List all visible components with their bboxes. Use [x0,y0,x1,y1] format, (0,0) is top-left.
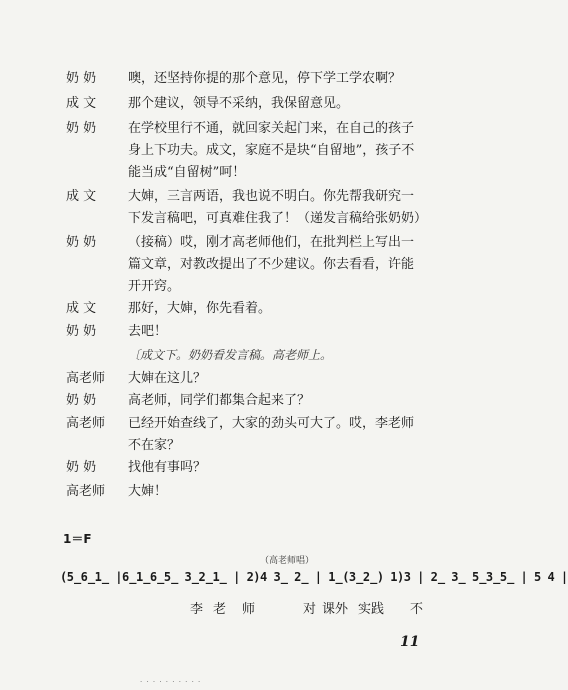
lyric-syllable: 老 [213,602,227,617]
dialogue-line [0,254,496,276]
dialogue-line [0,140,496,162]
dialogue-text: 不在家？ [128,438,181,453]
dialogue-line [0,481,496,503]
speaker-name [66,344,128,366]
speaker-name: 奶 奶 [66,235,97,250]
dialogue-line [0,321,496,343]
music-score [60,553,568,623]
lyric-syllable: 师 [242,602,256,617]
singer-note: （高老师唱） [260,556,315,566]
dialogue-line [0,413,496,435]
dialogue-line [0,68,496,90]
dialogue-line [0,457,496,479]
dialogue-text: 在学校里行不通，就回家关起门来，在自己的孩子 [128,121,415,136]
dialogue-text: 大婶，三言两语，我也说不明白。你先帮我研究一 [128,189,415,204]
speaker-name: 成 文 [66,301,97,316]
lyric-syllable: 对 [303,602,317,617]
speaker-name: 奶 奶 [66,324,97,339]
dialogue-text: 去吧！ [128,324,168,339]
dialogue-text: 噢，还坚持你提的那个意见，停下学工学农啊？ [128,71,402,86]
dialogue-line [0,186,496,208]
dialogue-line [0,232,496,254]
music-key: 1＝F [63,532,92,546]
dialogue-text: 大婶！ [128,484,168,499]
speaker-name: 高老师 [66,416,106,431]
page-number: 11 [400,634,420,650]
dialogue-line [0,93,496,115]
dialogue-line [0,276,496,298]
stage-direction: 〔成文下。奶奶看发言稿。高老师上。 [128,348,333,362]
dialogue-text: 高老师，同学们都集合起来了？ [128,393,311,408]
dialogue-text: 下发言稿吧，可真难住我了！（递发言稿给张奶奶） [128,211,428,226]
dialogue-text: （接稿）哎，刚才高老师他们，在批判栏上写出一 [128,235,415,250]
dialogue-line [0,435,496,457]
speaker-name [66,435,128,457]
speaker-name [66,208,128,230]
speaker-name: 奶 奶 [66,393,97,408]
speaker-name: 奶 奶 [66,460,97,475]
dialogue-line [0,298,496,320]
speaker-name: 高老师 [66,484,106,499]
stage-direction-line [0,344,496,366]
dialogue-line [0,390,496,412]
dialogue-line [0,118,496,140]
dialogue-line [0,368,496,390]
dialogue-text: 大婶在这儿？ [128,371,207,386]
speaker-name: 奶 奶 [66,121,97,136]
speaker-name: 高老师 [66,371,106,386]
dialogue-text: 身上下功夫。成文，家庭不是块“自留地”，孩子不 [128,143,415,158]
speaker-name [66,254,128,276]
speaker-name [66,140,128,162]
dialogue-text: 那好，大婶，你先看着。 [128,301,272,316]
dialogue-text: 开开窍。 [128,279,181,294]
lyric-syllable: 不 [410,602,424,617]
speaker-name [66,276,128,298]
lyric-syllable: 实践 [358,602,385,617]
speaker-name: 奶 奶 [66,71,97,86]
dialogue-line [0,208,496,230]
dialogue-text: 篇文章，对教改提出了不少建议。你去看看，许能 [128,257,415,272]
lyric-syllable: 课外 [322,602,349,617]
dialogue-text: 那个建议，领导不采纳，我保留意见。 [128,96,350,111]
speaker-name [66,162,128,184]
lyric-syllable: 李 [190,602,204,617]
dialogue-text: 找他有事吗？ [128,460,207,475]
bottom-print-marks: · · · · · · · · · · [140,678,202,686]
dialogue-line [0,162,496,184]
dialogue-text: 能当成“自留树”呵！ [128,165,246,180]
jianpu-notation: (5̲6̲1̲ |6̲1̲6̲5̲ 3̲2̲1̲ | 2)4 3̲ 2̲ | 1̲(3̲2̲) 1)3 | 2̲ 3̲ 5̲3̲5̲ | 5 4 | [60,570,568,584]
dialogue-text: 已经开始查线了，大家的劲头可大了。哎，李老师 [128,416,415,431]
speaker-name: 成 文 [66,189,97,204]
speaker-name: 成 文 [66,96,97,111]
